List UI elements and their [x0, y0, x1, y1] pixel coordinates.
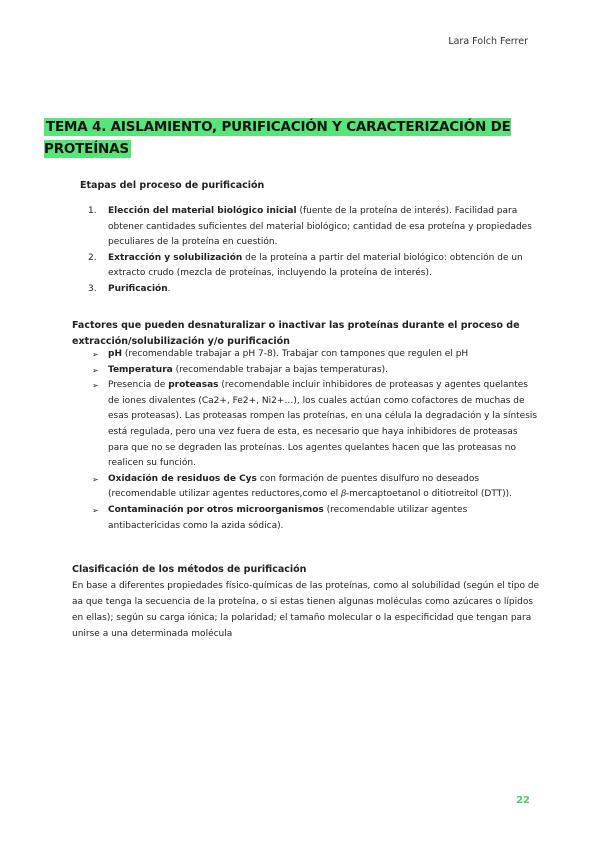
- item-text: .: [167, 283, 171, 294]
- etapas-list: [88, 204, 548, 298]
- arrowhead-bullet-icon: ➢: [92, 350, 99, 359]
- page-number: 22: [516, 795, 530, 806]
- list-item: [92, 503, 540, 534]
- item-text: (fuente de la proteína de interés). Facilidad para obtener cantidades suficientes del material biológico; cantidad de esa proteína y propiedades peculiares de la proteína en cuestión.: [108, 206, 532, 248]
- list-item: [88, 282, 548, 298]
- title-highlight: TEMA 4. AISLAMIENTO, PURIFICACIÓN Y CARACTERIZACIÓN DE PROTEÍNAS: [44, 119, 511, 157]
- item-bold: Purificación: [108, 283, 168, 294]
- item-text: con formación de puentes disulfuro no deseados (recomendable utilizar agentes reductores,como el 𝛽-mercaptoetanol o ditiotreitol (DTT)).: [108, 473, 513, 500]
- page-title: [44, 116, 514, 160]
- arrowhead-bullet-icon: ➢: [92, 474, 99, 484]
- arrowhead-bullet-icon: ➢: [92, 381, 99, 391]
- item-bold: Contaminación por otros microorganismos: [108, 504, 324, 515]
- arrowhead-bullet-icon: ➢: [92, 365, 99, 375]
- list-item: [92, 347, 540, 363]
- clasificacion-paragraph: En base a diferentes propiedades físico-químicas de las proteínas, como al solubilidad (según el tipo de aa que tenga la secuencia de la proteína, o si estas tienen algunas moléculas como azúcares o lípidos en ellas); según su carga iónica; la polaridad; el tamaño molecular o la especificidad que tengan para unirse a una determinada molécula: [72, 580, 540, 640]
- item-bold: proteasas: [168, 380, 219, 391]
- arrowhead-bullet-icon: ➢: [92, 505, 99, 515]
- list-number: 3.: [88, 283, 97, 294]
- item-text: (recomendable trabajar a bajas temperaturas).: [172, 364, 388, 375]
- clasificacion-heading: Clasificación de los métodos de purificación: [72, 564, 307, 575]
- item-bold: Oxidación de residuos de Cys: [108, 473, 257, 484]
- list-number: 1.: [88, 206, 97, 216]
- item-bold: pH: [108, 349, 122, 359]
- item-text: de la proteína a partir del material biológico: obtención de un extracto crudo (mezcla de proteínas, incluyendo la proteína de interés).: [108, 252, 523, 279]
- etapas-heading: Etapas del proceso de purificación: [80, 180, 265, 191]
- item-text: (recomendable utilizar agentes antibactericidas como la azida sódica).: [108, 504, 468, 531]
- item-text: (recomendable incluir inhibidores de proteasas y agentes quelantes de iones divalentes (Ca2+, Fe2+, Ni2+…), los cuales actúan como cofactores de muchas de esas proteasas). Las proteasas rompen las proteínas, en una célula la degradación y la síntesis está regulada, pero una vez fuera de esta, es necesario que haya inhibidores de proteasas para que no se degraden las proteínas. Los agentes quelantes hacen que las proteasas no realicen su función.: [108, 380, 538, 469]
- list-item: [92, 378, 540, 472]
- list-item: [88, 251, 548, 282]
- list-item: [88, 204, 548, 251]
- item-bold: Elección del material biológico inicial: [108, 206, 297, 216]
- factores-heading: Factores que pueden desnaturalizar o inactivar las proteínas durante el proceso de extracción/solubilización y/o purificación: [72, 320, 520, 347]
- item-pre: Presencia de: [108, 380, 169, 391]
- item-bold: Temperatura: [108, 364, 173, 375]
- author-name: Lara Folch Ferrer: [448, 36, 528, 47]
- list-item: [92, 363, 540, 379]
- list-number: 2.: [88, 252, 97, 263]
- clasificacion-section: [72, 562, 542, 642]
- item-text: (recomendable trabajar a pH 7-8). Trabajar con tampones que regulen el pH: [121, 349, 469, 359]
- factores-list: [92, 347, 540, 534]
- item-bold: Extracción y solubilización: [108, 252, 243, 263]
- list-item: [92, 472, 540, 503]
